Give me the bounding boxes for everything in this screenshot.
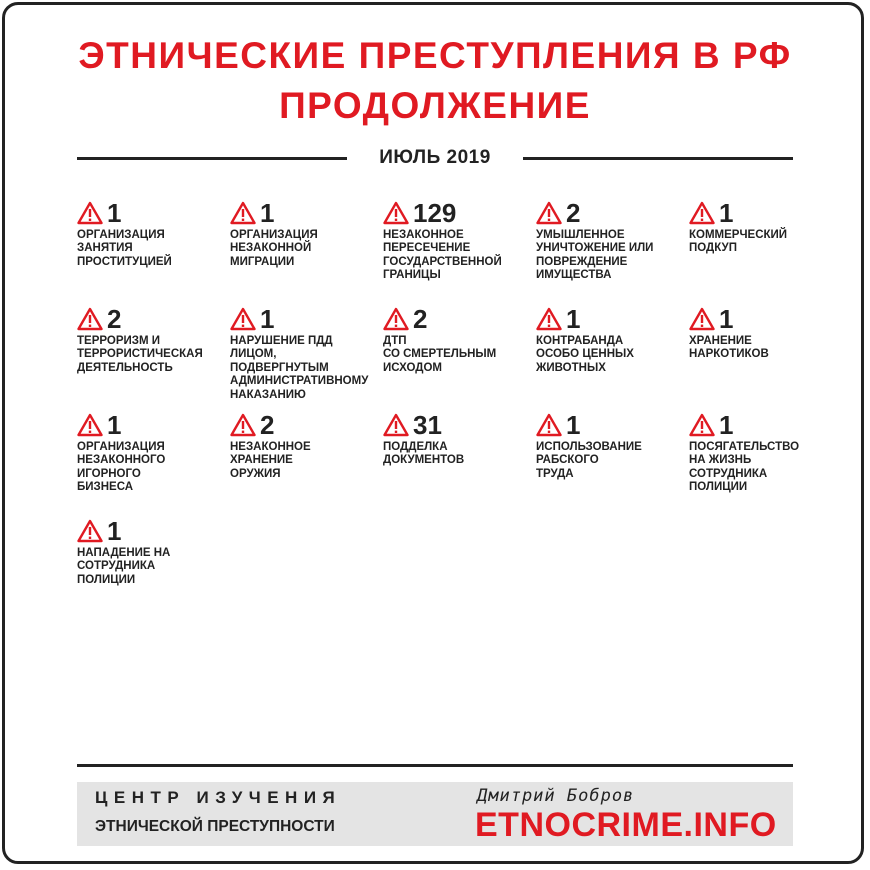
stat-item [77,410,230,516]
stat-label: УМЫШЛЕННОЕ УНИЧТОЖЕНИЕ ИЛИ ПОВРЕЖДЕНИЕ ИМУЩЕСТВА [536,229,654,282]
warning-triangle-icon [77,201,103,225]
period-header [0,145,870,171]
stat-head [77,516,230,546]
stat-count: 2 [566,198,581,228]
org-name-line1: ЦЕНТР ИЗУЧЕНИЯ [95,788,342,807]
stat-count: 1 [566,410,581,440]
stat-item [536,410,689,516]
stat-head [383,198,536,228]
stat-count: 1 [107,516,122,546]
stat-label: ТЕРРОРИЗМ И ТЕРРОРИСТИЧЕСКАЯ ДЕЯТЕЛЬНОСТЬ [77,335,203,374]
stat-count: 1 [719,410,734,440]
warning-triangle-icon [689,201,715,225]
stat-count: 1 [566,304,581,334]
stat-count: 1 [107,410,122,440]
stat-count: 2 [260,410,275,440]
crime-stats-grid [77,198,842,622]
stat-item [689,198,842,304]
stat-item [77,516,230,622]
stat-head [383,410,536,440]
stat-head [383,304,536,334]
stat-label: ОРГАНИЗАЦИЯ ЗАНЯТИЯ ПРОСТИТУЦИЕЙ [77,229,172,268]
warning-triangle-icon [383,413,409,437]
stat-head [230,304,383,334]
stat-item [383,410,536,516]
stat-item [77,304,230,410]
stat-count: 1 [260,198,275,228]
stat-label: ИСПОЛЬЗОВАНИЕ РАБСКОГО ТРУДА [536,441,642,480]
stat-head [230,198,383,228]
stat-item [536,304,689,410]
footer [77,782,793,846]
stat-label: НАРУШЕНИЕ ПДД ЛИЦОМ, ПОДВЕРГНУТЫМ АДМИНИСТРАТИВНОМУ НАКАЗАНИЮ [230,335,369,401]
stat-head [689,410,842,440]
warning-triangle-icon [536,413,562,437]
stat-count: 1 [719,198,734,228]
stat-head [536,304,689,334]
stat-label: КОММЕРЧЕСКИЙ ПОДКУП [689,229,788,255]
stat-label: НАПАДЕНИЕ НА СОТРУДНИКА ПОЛИЦИИ [77,547,171,586]
stat-item [77,198,230,304]
stat-label: ПОСЯГАТЕЛЬСТВО НА ЖИЗНЬ СОТРУДНИКА ПОЛИЦИИ [689,441,800,494]
stat-head [77,198,230,228]
stat-label: ДТП СО СМЕРТЕЛЬНЫМ ИСХОДОМ [383,335,497,374]
stat-item [230,410,383,516]
warning-triangle-icon [77,307,103,331]
page-subtitle: ПРОДОЛЖЕНИЕ [279,85,591,126]
stat-head [230,410,383,440]
warning-triangle-icon [383,201,409,225]
warning-triangle-icon [689,307,715,331]
stat-head [536,410,689,440]
stat-item [230,198,383,304]
stat-item [383,198,536,304]
stat-item [536,198,689,304]
stat-label: НЕЗАКОННОЕ ПЕРЕСЕЧЕНИЕ ГОСУДАРСТВЕННОЙ ГРАНИЦЫ [383,229,502,282]
stat-label: ХРАНЕНИЕ НАРКОТИКОВ [689,335,769,361]
stat-count: 31 [413,410,442,440]
stat-count: 2 [413,304,428,334]
warning-triangle-icon [230,201,256,225]
stat-label: КОНТРАБАНДА ОСОБО ЦЕННЫХ ЖИВОТНЫХ [536,335,634,374]
stat-item [230,304,383,410]
author-name: Дмитрий Бобров [477,786,635,806]
warning-triangle-icon [689,413,715,437]
site-link[interactable]: ETNOCRIME.INFO [475,806,777,844]
stat-count: 1 [107,198,122,228]
warning-triangle-icon [230,307,256,331]
stat-count: 129 [413,198,457,228]
stat-label: НЕЗАКОННОЕ ХРАНЕНИЕ ОРУЖИЯ [230,441,311,480]
footer-divider [77,764,793,767]
period-label: ИЮЛЬ 2019 [379,147,491,168]
divider-right [523,157,793,160]
stat-head [77,304,230,334]
divider-left [77,157,347,160]
stat-item [689,304,842,410]
stat-count: 1 [719,304,734,334]
stat-head [77,410,230,440]
stat-head [536,198,689,228]
stat-label: ОРГАНИЗАЦИЯ НЕЗАКОННОГО ИГОРНОГО БИЗНЕСА [77,441,166,494]
warning-triangle-icon [230,413,256,437]
stat-count: 1 [260,304,275,334]
warning-triangle-icon [77,413,103,437]
warning-triangle-icon [77,519,103,543]
stat-label: ПОДДЕЛКА ДОКУМЕНТОВ [383,441,465,467]
stat-head [689,304,842,334]
page-title: ЭТНИЧЕСКИЕ ПРЕСТУПЛЕНИЯ В РФ [78,35,792,76]
warning-triangle-icon [536,201,562,225]
org-name-line2: ЭТНИЧЕСКОЙ ПРЕСТУПНОСТИ [95,818,335,835]
stat-item [689,410,842,516]
warning-triangle-icon [383,307,409,331]
stat-count: 2 [107,304,122,334]
stat-head [689,198,842,228]
stat-item [383,304,536,410]
warning-triangle-icon [536,307,562,331]
stat-label: ОРГАНИЗАЦИЯ НЕЗАКОННОЙ МИГРАЦИИ [230,229,318,268]
